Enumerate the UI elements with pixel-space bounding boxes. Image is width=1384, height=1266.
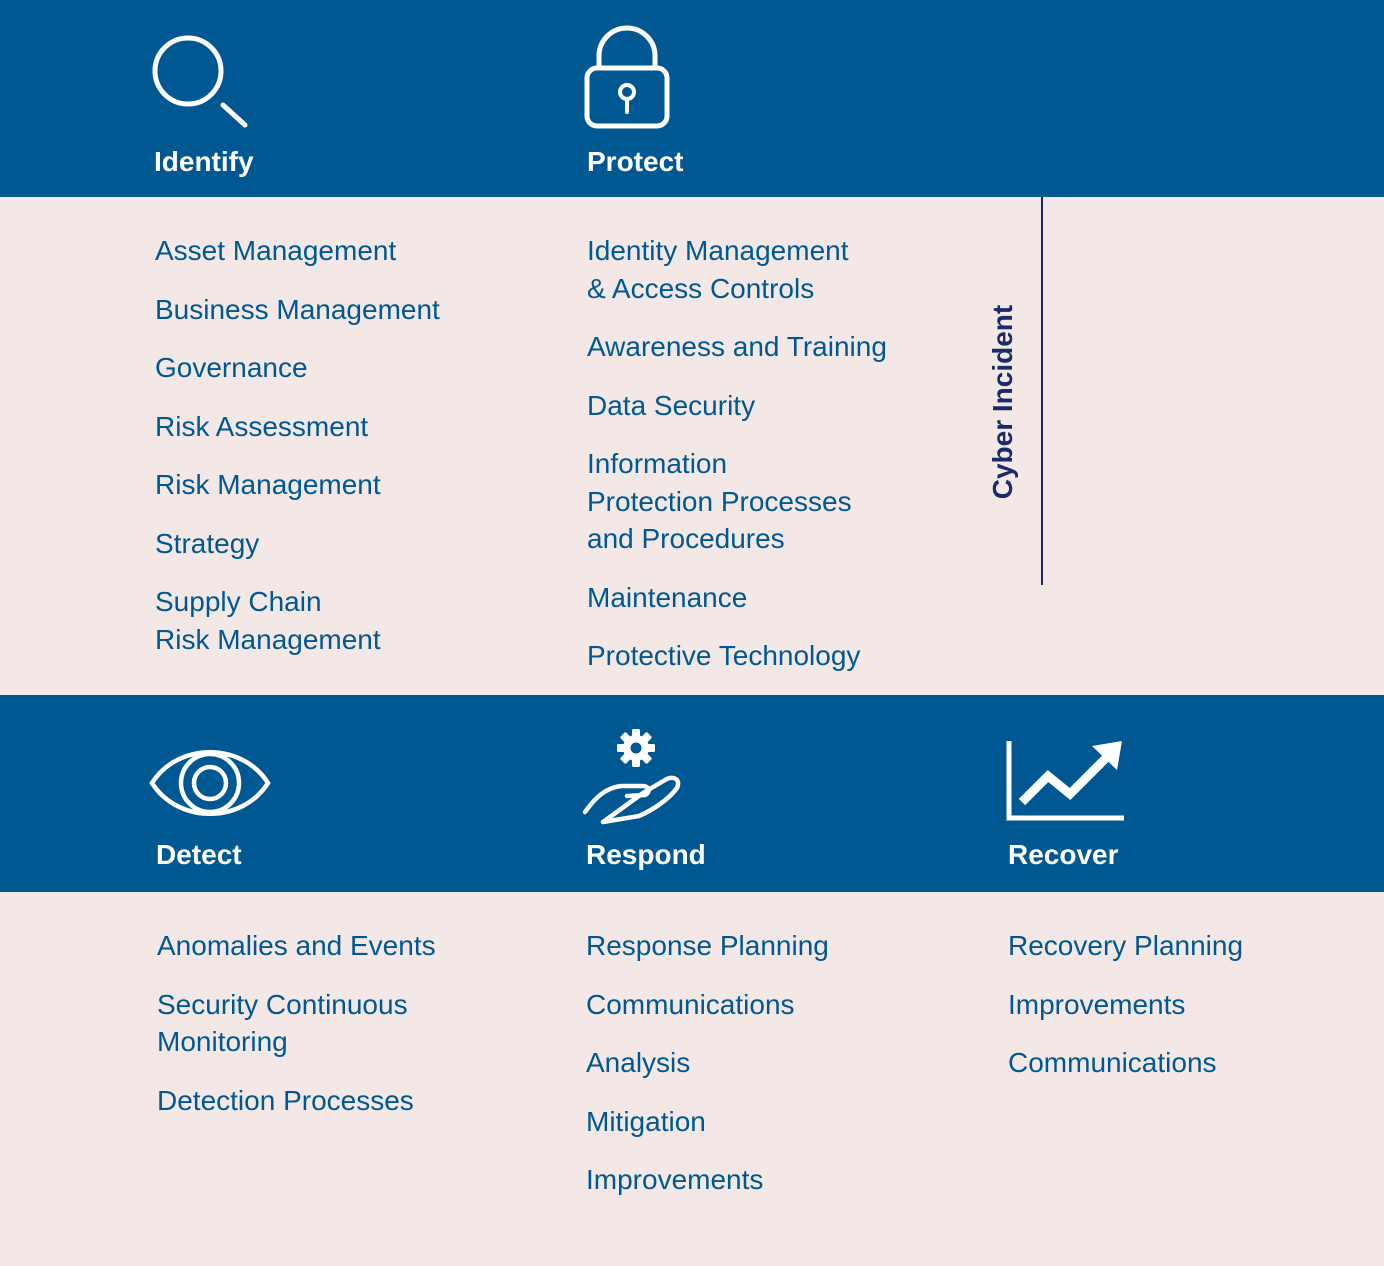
identify-category-list xyxy=(155,232,440,679)
cyber-incident-divider xyxy=(1041,197,1043,585)
protect-category-item: Information Protection Processes and Procedures xyxy=(587,448,852,554)
recover-heading: Recover xyxy=(1008,839,1119,870)
detect-category-item: Anomalies and Events xyxy=(157,930,436,961)
cyber-incident-label: Cyber Incident xyxy=(987,304,1018,500)
identify-category-item: Supply Chain Risk Management xyxy=(155,586,381,655)
recover-category-item: Recovery Planning xyxy=(1008,930,1244,961)
hand-gear-icon xyxy=(581,728,693,828)
detect-category-item: Detection Processes xyxy=(157,1084,414,1116)
respond-category-item: Response Planning xyxy=(586,930,829,961)
detect-category-item: Security Continuous Monitoring xyxy=(157,988,408,1057)
recover-category-list xyxy=(1008,927,1243,1103)
eye-icon xyxy=(148,746,272,820)
identify-category-item: Governance xyxy=(155,352,308,383)
identify-category-item: Business Management xyxy=(155,293,440,325)
recover-category-item: Communications xyxy=(1008,1047,1217,1078)
protect-heading: Protect xyxy=(587,146,684,177)
detect-category-list xyxy=(157,927,436,1140)
protect-category-item: Identity Management & Access Controls xyxy=(587,235,849,304)
padlock-icon xyxy=(584,24,672,130)
respond-category-item: Improvements xyxy=(586,1164,764,1195)
protect-category-item: Maintenance xyxy=(587,581,748,613)
protect-category-item: Data Security xyxy=(587,389,756,421)
protect-category-item: Protective Technology xyxy=(587,640,861,671)
respond-category-item: Communications xyxy=(586,988,795,1020)
respond-heading: Respond xyxy=(586,839,706,870)
respond-category-item: Mitigation xyxy=(586,1105,706,1137)
trend-up-chart-icon xyxy=(1004,738,1128,824)
identify-category-item: Risk Assessment xyxy=(155,410,369,442)
respond-category-list xyxy=(586,927,829,1220)
respond-category-item: Analysis xyxy=(586,1047,691,1078)
protect-category-list xyxy=(587,232,887,696)
protect-category-item: Awareness and Training xyxy=(587,331,887,362)
identify-heading: Identify xyxy=(154,146,254,177)
identify-category-item: Asset Management xyxy=(155,235,397,266)
identify-category-item: Risk Management xyxy=(155,469,381,500)
magnifier-icon xyxy=(152,33,250,129)
detect-heading: Detect xyxy=(156,839,242,870)
recover-category-item: Improvements xyxy=(1008,988,1186,1020)
identify-category-item: Strategy xyxy=(155,527,260,559)
